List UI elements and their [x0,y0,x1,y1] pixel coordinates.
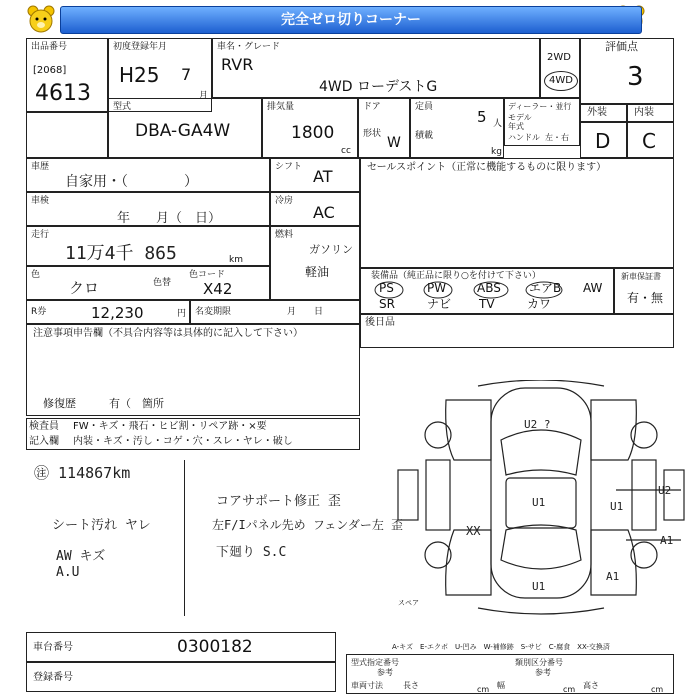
displacement-value: 1800 [291,123,335,143]
spare-label: スペア [398,599,419,607]
interior-score-cell [627,122,674,158]
mileage-value: 11万4千 865 [65,243,177,264]
divider [184,460,185,616]
fuel-gasoline: ガソリン [309,243,353,256]
chassis-box [26,632,336,662]
name-change-value: 月 日 [287,307,324,317]
equip-sr: SR [379,297,395,311]
lot-blank [26,112,108,158]
shift-box [270,158,360,192]
plate-box [26,662,336,692]
car-name-box [212,38,540,98]
equip-abs: ABS [477,281,501,295]
history-value: 自家用・（ ） [65,174,198,190]
exterior-label: 外装 [587,107,607,118]
dimensions-label: 車両寸法 [351,681,383,690]
cm-2: cm [563,685,576,694]
score-label: 評価点 [605,40,638,53]
inspector-label: 検査員 [29,421,59,432]
registration-month: 7 [181,65,192,84]
handwritten-au: A.U [56,565,80,580]
shaken-value: 年 月（ 日） [117,211,222,226]
footer-box [346,654,674,694]
displacement-label: 排気量 [267,102,295,112]
color-code-label: 色コード [189,270,226,280]
handwritten-core-support: コアサポート修正 歪 [216,494,341,509]
bear-mascot-icon [26,4,56,34]
shaken-box [26,192,270,226]
newcar-warranty-label: 新車保証書 [621,272,661,281]
equip-aw: AW [583,281,603,295]
load-label: 積載 [415,131,434,141]
color-code-value: X42 [203,280,233,298]
car-name-label: 車名・グレード [217,42,281,52]
category-label: 類別区分番号 [515,658,563,667]
drive-box [540,38,580,98]
recycle-label: R券 [31,307,47,317]
handwritten-panel: 左F/Iパネル先め フェンダー左 歪 [212,518,404,532]
doors-box [358,98,410,158]
score-value: 3 [627,62,644,92]
score-box [580,38,674,104]
drive-2wd: 2WD [547,52,571,63]
handwritten-mileage: ㊟ 114867km [34,464,131,482]
type-approval-label: 型式指定番号 [351,658,399,667]
repair-label: 修復歴 [43,397,76,410]
lot-number: 4613 [35,81,91,106]
handwritten-seat: シート汚れ ヤレ [52,518,151,533]
doors-label: ドア [363,102,381,112]
month-unit: 月 [199,91,209,101]
model-label: 型式 [113,102,132,112]
year-label: 年式 [508,122,524,131]
capacity-label: 定員 [415,102,434,112]
displacement-unit: cc [341,146,351,156]
entry-label: 記入欄 [29,436,59,447]
exterior-label-cell [580,104,627,122]
reference-label-1: 参考 [377,668,393,677]
registration-label: 初度登録年月 [113,42,168,52]
aircon-value: AC [313,203,335,222]
recycle-value: 12,230 [91,304,144,322]
banner-title: 完全ゼロ切りコーナー [60,6,642,34]
chassis-label: 車台番号 [33,642,73,653]
equip-airbag: エアB [529,281,562,295]
newcar-warranty-box [614,268,674,314]
dealer-label: ディーラー・並行 [508,102,572,111]
sales-point-box [360,158,674,268]
capacity-value: 5 [477,108,487,126]
later-items-box [360,314,674,348]
mark-u1-right: U1 [610,500,624,513]
drive-4wd-circled: 4WD [544,71,578,91]
exterior-score-cell [580,122,627,158]
color-changed-label: 色替 [153,278,172,288]
inspector-box [26,418,360,450]
height-label: 高さ [583,681,599,690]
handwritten-underbody: 下廻り S.C [216,545,287,560]
shift-value: AT [313,167,333,186]
mark-u2-top: U2 ? [524,418,551,431]
lot-number-box [26,38,108,112]
history-label: 車歴 [31,162,50,172]
capacity-box [410,98,504,158]
reference-label-2: 参考 [535,668,551,677]
name-change-box [190,300,360,324]
equip-pw: PW [427,281,447,295]
equip-navi: ナビ [427,297,452,311]
model-value: DBA-GA4W [135,121,231,141]
fuel-diesel: 軽油 [305,265,330,279]
recycle-box [26,300,190,324]
mark-xx: XX [466,524,481,538]
recycle-unit: 円 [177,309,187,319]
load-unit: kg [491,147,502,157]
newcar-warranty-value: 有・無 [627,291,664,305]
repair-value: 有（ 箇所 [109,397,164,410]
length-label: 長さ [403,681,419,690]
color-label: 色 [31,270,41,280]
mileage-label: 走行 [31,230,50,240]
color-box [26,266,270,300]
interior-score: C [642,129,656,153]
inspector-row-exterior: FW・キズ・飛石・ヒビ割・リペア跡・×要 [73,421,267,432]
dealer-box [504,98,580,146]
damage-legend: A-キズ E-エクボ U-凹み W-補修跡 S-サビ C-腐食 XX-交換済 [392,643,610,651]
fuel-label: 燃料 [275,230,294,240]
exterior-score: D [595,129,611,153]
aircon-label: 冷房 [275,196,294,206]
mark-u1-rear: U1 [532,580,546,593]
mark-a1-rear: A1 [606,570,620,583]
handwritten-aw: AW キズ [56,549,106,564]
equipment-box [360,268,614,314]
notes-label: 注意事項申告欄（不具合内容等は具体的に記入して下さい） [33,328,303,339]
lot-label: 出品番号 [31,42,68,52]
capacity-unit: 人 [493,119,503,129]
mileage-box [26,226,270,266]
equipment-circles [361,269,615,315]
mark-u1-center: U1 [532,496,546,509]
model-year-label: モデル [508,113,532,122]
plate-label: 登録番号 [33,672,73,683]
shape-label: 形状 [363,129,382,139]
color-value: クロ [69,279,100,297]
width-label: 幅 [497,681,505,690]
fuel-box [270,226,360,300]
chassis-value: 0300182 [177,637,253,657]
inspector-row-interior: 内装・キズ・汚し・コゲ・穴・スレ・ヤレ・破し [73,436,293,447]
interior-label-cell [627,104,674,122]
steering-label: ハンドル [508,133,540,142]
displacement-box [262,98,358,158]
equip-leather: カワ [527,297,552,311]
history-box [26,158,270,192]
lot-sub: [2068] [33,65,67,76]
equipment-label: 装備品（純正品に限り○を付けて下さい） [371,271,541,281]
equip-ps: PS [379,281,394,295]
later-items-label: 後日品 [365,317,395,328]
equip-tv: TV [479,297,495,311]
shape-value: W [387,135,401,151]
model-box [108,98,262,158]
mark-u2-right: U2 [658,484,672,497]
car-name: RVR [221,55,254,74]
cm-3: cm [651,685,664,694]
aircon-box [270,192,360,226]
cm-1: cm [477,685,490,694]
shift-label: シフト [275,162,303,172]
shaken-label: 車検 [31,196,50,206]
registration-era: H25 [119,63,160,87]
interior-label: 内装 [634,107,654,118]
name-change-label: 名変期限 [195,307,232,317]
car-grade: 4WD ローデストG [319,79,438,95]
notes-box [26,324,360,416]
steering-value: 左・右 [545,133,569,142]
mark-a1-right: A1 [660,534,674,547]
mileage-unit: km [229,255,243,265]
sales-point-label: セールスポイント（正常に機能するものに限ります） [367,162,607,173]
